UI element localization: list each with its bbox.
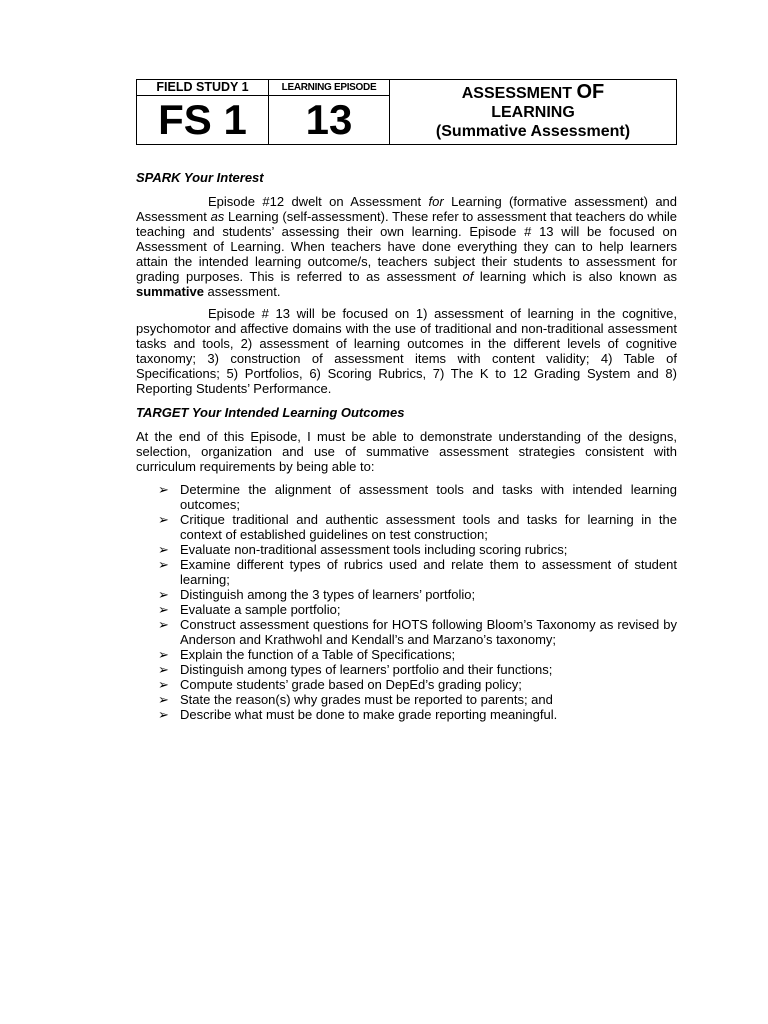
list-item-text: Distinguish among types of learners’ portfolio and their functions;: [180, 662, 553, 677]
list-item: [158, 482, 677, 512]
list-item: [158, 662, 677, 677]
p1-text-a: Episode #12 dwelt on Assessment: [208, 194, 429, 209]
arrow-bullet-icon: ➢: [158, 662, 169, 677]
episode-title-line3: (Summative Assessment): [435, 123, 631, 140]
list-item-text: Evaluate non-traditional assessment tools including scoring rubrics;: [180, 542, 568, 557]
target-heading: TARGET Your Intended Learning Outcomes: [136, 405, 405, 420]
list-item-text: Critique traditional and authentic assessment tools and tasks for learning in the context of established guidelines on test construction;: [180, 512, 677, 542]
list-item: [158, 647, 677, 662]
p1-text-c: Learning (formative assessment) and Assessment: [136, 194, 678, 224]
p1-bold-summative: summative: [136, 284, 204, 299]
episode-number: 13: [305, 96, 353, 143]
spark-paragraph-2: Episode # 13 will be focused on 1) assessment of learning in the cognitive, psychomotor and affective domains with the use of traditional and non-traditional assessment tasks and tools, 2) assessment of learning outcomes in the different levels of cognitive taxonomy; 3) construction of assessment items with content validity; 4) Table of Specifications; 5) Portfolios, 6) Scoring Rubrics, 7) The K to 12 Grading System and 8) Reporting Students’ Performance.: [136, 306, 677, 396]
list-item: [158, 512, 677, 542]
arrow-bullet-icon: ➢: [158, 677, 169, 692]
list-item-text: Compute students’ grade based on DepEd’s grading policy;: [180, 677, 522, 692]
arrow-bullet-icon: ➢: [158, 512, 169, 527]
target-intro: At the end of this Episode, I must be able to demonstrate understanding of the designs, selection, organization and use of summative assessment strategies consistent with curriculum requirements by being able to:: [136, 429, 677, 474]
p1-text-g: learning which is also known as: [473, 269, 677, 284]
learning-outcomes-list: [158, 482, 677, 722]
p1-italic-for: for: [428, 194, 444, 209]
spark-heading: SPARK Your Interest: [136, 170, 264, 185]
field-study-label: FIELD STUDY 1: [137, 80, 268, 96]
list-item: [158, 692, 677, 707]
arrow-bullet-icon: ➢: [158, 617, 169, 632]
list-item-text: Examine different types of rubrics used and relate them to assessment of student learning;: [180, 557, 677, 587]
list-item-text: Explain the function of a Table of Specifications;: [180, 647, 456, 662]
list-item-text: Construct assessment questions for HOTS following Bloom’s Taxonomy as revised by Anderson and Krathwohl and Kendall’s and Marzano’s taxonomy;: [180, 617, 677, 647]
arrow-bullet-icon: ➢: [158, 482, 169, 497]
p1-italic-of: of: [462, 269, 474, 284]
arrow-bullet-icon: ➢: [158, 602, 169, 617]
list-item: [158, 707, 677, 722]
arrow-bullet-icon: ➢: [158, 587, 169, 602]
list-item-text: Evaluate a sample portfolio;: [180, 602, 341, 617]
episode-label: LEARNING EPISODE: [269, 80, 389, 96]
list-item-text: Describe what must be done to make grade reporting meaningful.: [180, 707, 558, 722]
list-item: [158, 602, 677, 617]
title-word-assessment: ASSESSMENT: [461, 85, 572, 102]
p1-text-i: assessment.: [203, 284, 281, 299]
list-item-text: State the reason(s) why grades must be reported to parents; and: [180, 692, 553, 707]
list-item: [158, 542, 677, 557]
episode-title-line1: [462, 83, 604, 103]
arrow-bullet-icon: ➢: [158, 692, 169, 707]
list-item: [158, 617, 677, 647]
title-word-of: OF: [576, 81, 605, 103]
p1-text-e: Learning (self-assessment). These refer to assessment that teachers do while teaching and students’ assessing their own learning. Episode # 13 will be focused on Assessment of Learning. When teachers have done everything they can to help learners attain the intended learning outcome/s, teachers subject their students to assessment for grading purposes. This is referred to as assessment: [136, 209, 677, 284]
episode-header-table: [136, 79, 677, 145]
episode-title-cell: [390, 80, 676, 144]
list-item: [158, 557, 677, 587]
field-study-cell: [137, 80, 269, 144]
list-item-text: Determine the alignment of assessment tools and tasks with intended learning outcomes;: [180, 482, 677, 512]
learning-episode-cell: [269, 80, 390, 144]
p1-italic-as: as: [210, 209, 225, 224]
list-item-text: Distinguish among the 3 types of learners’ portfolio;: [180, 587, 476, 602]
episode-title-line2: LEARNING: [491, 104, 575, 121]
spark-paragraph-1: [136, 194, 677, 299]
arrow-bullet-icon: ➢: [158, 647, 169, 662]
arrow-bullet-icon: ➢: [158, 542, 169, 557]
list-item: [158, 677, 677, 692]
list-item: [158, 587, 677, 602]
arrow-bullet-icon: ➢: [158, 557, 169, 572]
fs-number: FS 1: [158, 96, 247, 143]
arrow-bullet-icon: ➢: [158, 707, 169, 722]
